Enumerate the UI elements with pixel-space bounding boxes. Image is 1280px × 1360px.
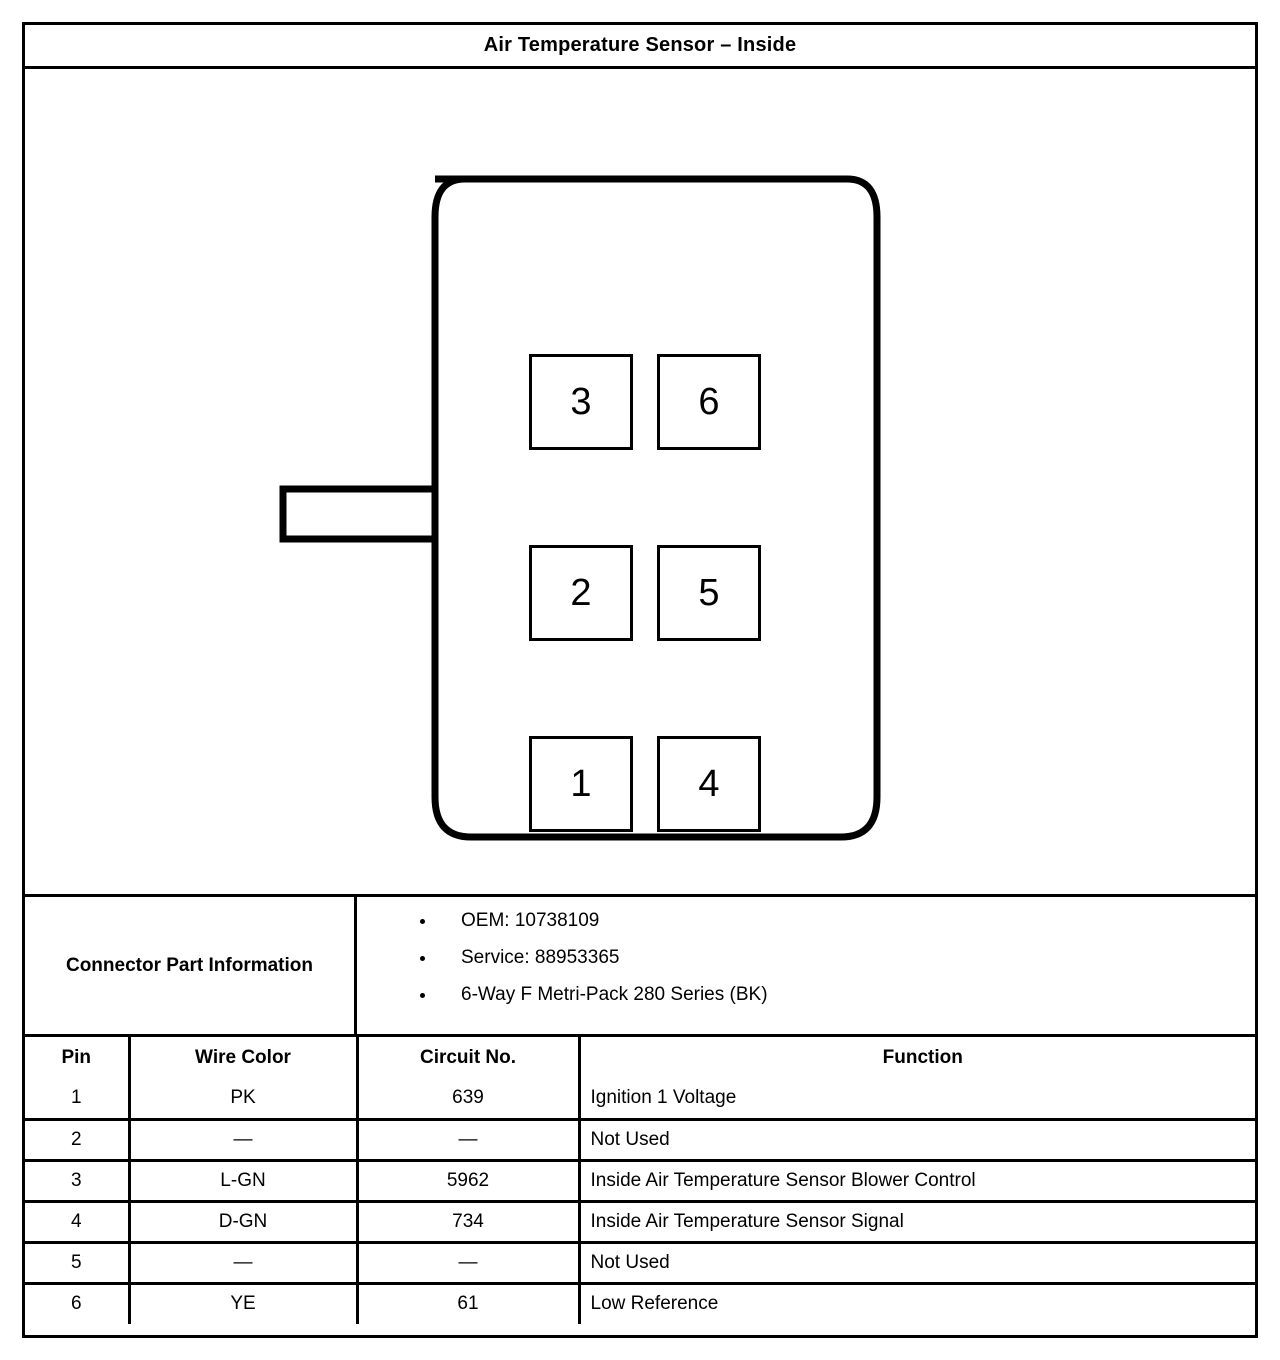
table-row xyxy=(25,1160,1255,1201)
pin-grid-gap xyxy=(529,641,633,736)
column-header-wire-color: Wire Color xyxy=(129,1037,357,1078)
pin-grid-gap xyxy=(633,354,657,450)
cell-circuit: — xyxy=(357,1242,579,1283)
pin-grid-gap xyxy=(633,641,657,736)
cell-function: Inside Air Temperature Sensor Blower Control xyxy=(579,1160,1255,1201)
table-row xyxy=(25,1242,1255,1283)
diagram-title-bar xyxy=(25,25,1255,69)
column-header-circuit-no: Circuit No. xyxy=(357,1037,579,1078)
table-row xyxy=(25,1119,1255,1160)
cell-circuit: 639 xyxy=(357,1078,579,1119)
pin-cavity-2: 2 xyxy=(529,545,633,641)
cell-function: Low Reference xyxy=(590,1293,719,1315)
table-row xyxy=(25,1283,1255,1324)
cell-circuit: 61 xyxy=(357,1283,579,1324)
pin-grid-gap xyxy=(633,545,657,641)
part-info-list xyxy=(357,897,1255,1034)
table-row xyxy=(25,1201,1255,1242)
pin-cavity-4: 4 xyxy=(657,736,761,832)
connector-part-information xyxy=(25,897,1255,1037)
part-info-label: Connector Part Information xyxy=(25,897,357,1034)
pin-grid-gap xyxy=(529,450,633,545)
cell-circuit: — xyxy=(357,1119,579,1160)
part-info-item: • 6-Way F Metri-Pack 280 Series (BK) xyxy=(437,985,1255,1004)
pin-cavity-grid xyxy=(529,354,777,832)
pin-assignment-table xyxy=(25,1037,1255,1324)
pin-cavity-3: 3 xyxy=(529,354,633,450)
cell-color: — xyxy=(129,1242,357,1283)
cell-color: YE xyxy=(129,1283,357,1324)
cell-pin: 3 xyxy=(25,1160,129,1201)
cell-pin: 2 xyxy=(25,1119,129,1160)
pin-cavity-1: 1 xyxy=(529,736,633,832)
pin-grid-gap xyxy=(633,450,657,545)
cell-pin: 5 xyxy=(25,1242,129,1283)
column-header-pin: Pin xyxy=(25,1037,129,1078)
pin-cavity-6: 6 xyxy=(657,354,761,450)
page-title: Air Temperature Sensor – Inside xyxy=(483,34,797,56)
connector-latch-tab xyxy=(283,489,437,539)
cell-color: D-GN xyxy=(129,1201,357,1242)
pin-cavity-5: 5 xyxy=(657,545,761,641)
table-row xyxy=(25,1078,1255,1119)
pin-grid-gap xyxy=(657,641,761,736)
connector-drawing-area xyxy=(25,69,1255,897)
cell-function: Not Used xyxy=(579,1119,1255,1160)
cell-color: PK xyxy=(129,1078,357,1119)
part-info-item: • OEM: 10738109 xyxy=(437,911,1255,930)
pin-grid-gap xyxy=(657,450,761,545)
cell-circuit: 5962 xyxy=(357,1160,579,1201)
table-header-row xyxy=(25,1037,1255,1078)
cell-pin: 6 xyxy=(25,1283,129,1324)
pin-grid-gap xyxy=(633,736,657,832)
part-info-item: • Service: 88953365 xyxy=(437,948,1255,967)
cell-color: — xyxy=(129,1119,357,1160)
cell-function: Inside Air Temperature Sensor Signal xyxy=(579,1201,1255,1242)
cell-function: Ignition 1 Voltage xyxy=(579,1078,1255,1119)
cell-circuit: 734 xyxy=(357,1201,579,1242)
column-header-function: Function xyxy=(882,1046,963,1068)
cell-pin: 4 xyxy=(25,1201,129,1242)
cell-function: Not Used xyxy=(579,1242,1255,1283)
cell-color: L-GN xyxy=(129,1160,357,1201)
diagram-sheet xyxy=(22,22,1258,1338)
cell-pin: 1 xyxy=(25,1078,129,1119)
